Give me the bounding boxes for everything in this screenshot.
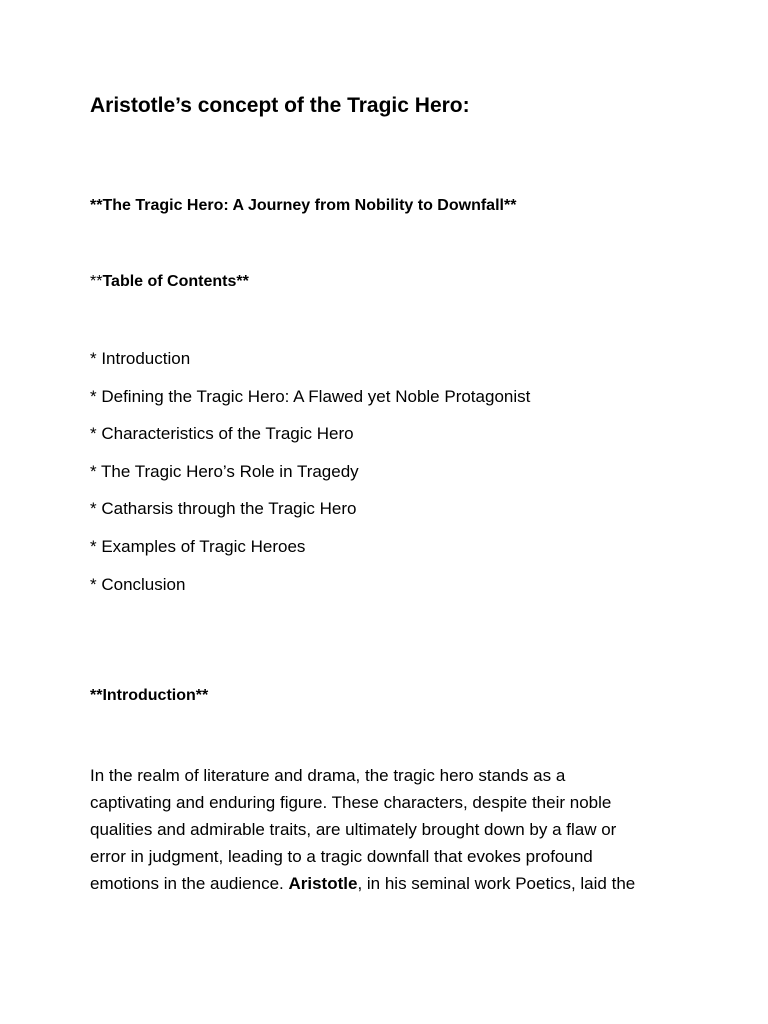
- paragraph-line: error in judgment, leading to a tragic downfall that evokes profound: [90, 847, 593, 866]
- paragraph-line: captivating and enduring figure. These characters, despite their noble: [90, 793, 612, 812]
- last-line-after: , in his seminal work Poetics, laid the: [357, 874, 636, 893]
- introduction-heading: **Introduction**: [90, 687, 209, 704]
- document-title: Aristotle’s concept of the Tragic Hero:: [90, 94, 470, 117]
- paragraph-line: qualities and admirable traits, are ultimately brought down by a flaw or: [90, 820, 617, 839]
- toc-heading-prefix: **: [90, 273, 103, 290]
- introduction-paragraph: [90, 762, 690, 897]
- toc-item-role: * The Tragic Hero’s Role in Tragedy: [90, 461, 359, 481]
- paragraph-line: In the realm of literature and drama, the tragic hero stands as a: [90, 766, 566, 785]
- toc-item-conclusion: * Conclusion: [90, 574, 186, 594]
- document-subtitle: **The Tragic Hero: A Journey from Nobility to Downfall**: [90, 197, 517, 214]
- toc-item-defining: * Defining the Tragic Hero: A Flawed yet Noble Protagonist: [90, 386, 531, 406]
- last-line-before: emotions in the audience.: [90, 874, 289, 893]
- toc-heading: [90, 273, 249, 291]
- toc-list: [90, 348, 530, 611]
- toc-item-characteristics: * Characteristics of the Tragic Hero: [90, 424, 354, 444]
- toc-heading-bold: Table of Contents**: [102, 273, 249, 290]
- toc-item-catharsis: * Catharsis through the Tragic Hero: [90, 499, 357, 519]
- toc-item-examples: * Examples of Tragic Heroes: [90, 536, 306, 556]
- aristotle-bold: Aristotle: [288, 874, 358, 893]
- paragraph-line-last: [90, 870, 690, 897]
- toc-item-introduction: * Introduction: [90, 349, 191, 368]
